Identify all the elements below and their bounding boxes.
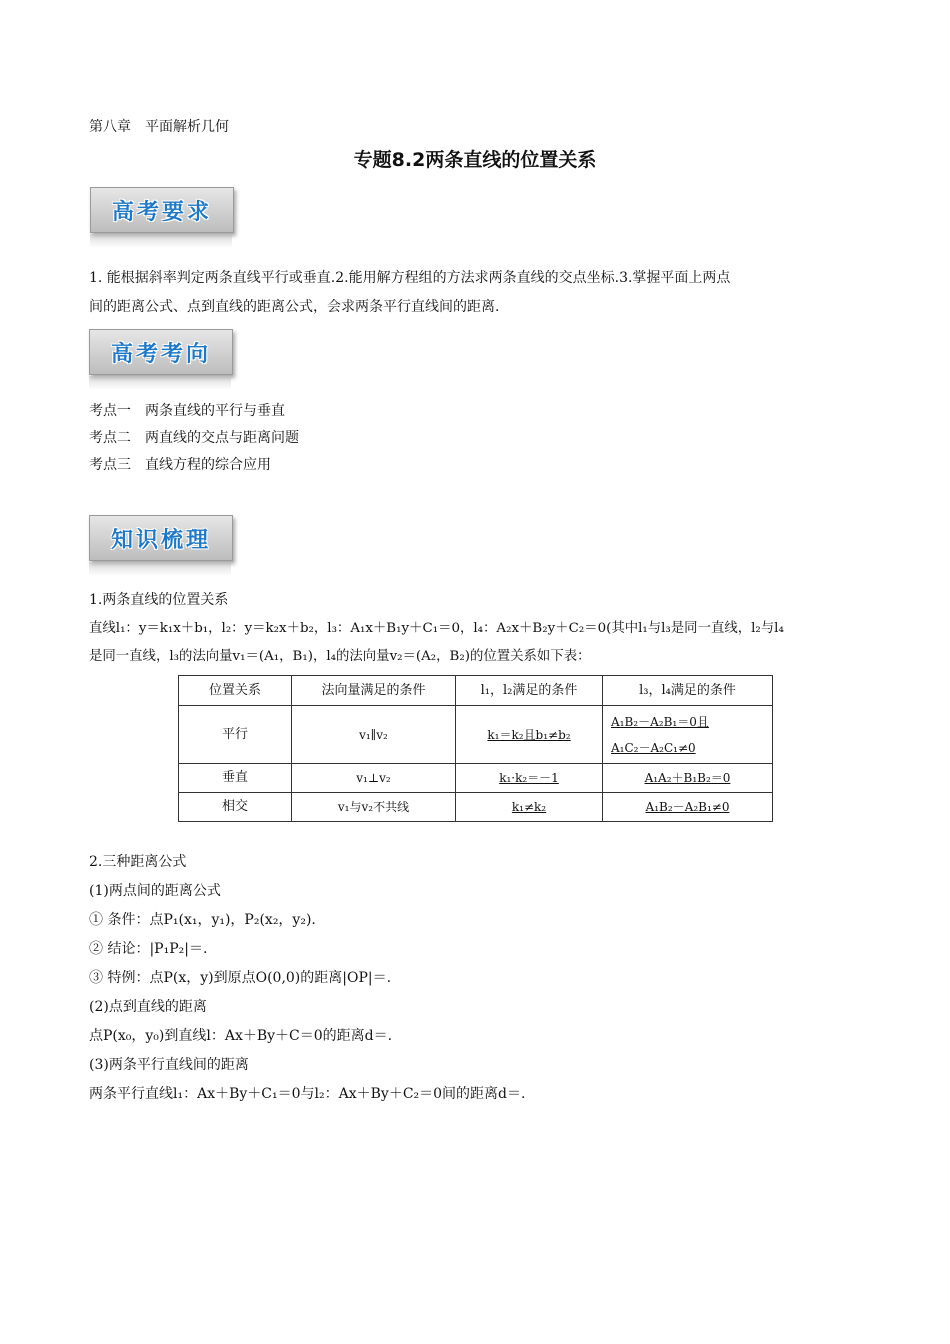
section2-item-1: ① 条件：点P₁(x₁，y₁)，P₂(x₂，y₂). [89,912,316,928]
exam-point-1: 考点一 两条直线的平行与垂直 [89,403,285,419]
relation-table [178,675,773,822]
requirements-badge-label: 高考要求 [111,198,212,225]
table-cell-relation: 相交 [179,793,292,822]
table-cell-general-line-2: A₁C₂－A₂C₁≠0 [611,740,696,755]
table-row [179,793,773,822]
directions-badge-label: 高考考向 [110,340,211,367]
page-title: 专题8.2两条直线的位置关系 [353,149,597,171]
section2-sub-3: (3)两条平行直线间的距离 [89,1057,249,1073]
directions-badge [89,329,233,375]
section2-item-3: ③ 特例：点P(x，y)到原点O(0,0)的距离|OP|＝. [89,970,392,986]
table-header-cell: l₃，l₄满足的条件 [603,676,773,706]
chapter-heading: 第八章 平面解析几何 [89,119,229,135]
exam-point-2: 考点二 两直线的交点与距离问题 [89,430,299,446]
table-header-row [179,676,773,706]
requirements-line-1: 1. 能根据斜率判定两条直线平行或垂直.2.能用解方程组的方法求两条直线的交点坐标.3.掌握平面上两点 [89,270,731,286]
section2-sub-2: (2)点到直线的距离 [89,999,207,1015]
table-cell-general [603,706,773,764]
requirements-line-2: 间的距离公式、点到直线的距离公式，会求两条平行直线间的距离. [89,299,500,315]
section1-para-line-2: 是同一直线，l₃的法向量v₁＝(A₁，B₁)，l₄的法向量v₂＝(A₂，B₂)的位置关系如下表： [89,649,591,664]
exam-point-3: 考点三 直线方程的综合应用 [89,457,271,473]
table-header-cell: 法向量满足的条件 [292,676,456,706]
table-header-cell: 位置关系 [179,676,292,706]
table-cell-general-line-1: A₁B₂－A₂B₁＝0且 [611,714,709,729]
badge-reflection [89,376,231,390]
table-cell-general: A₁A₂＋B₁B₂＝0 [603,764,773,793]
knowledge-badge-label: 知识梳理 [110,526,211,553]
table-cell-relation: 平行 [179,706,292,764]
table-row [179,764,773,793]
table-row [179,706,773,764]
knowledge-badge [89,515,233,561]
table-cell-normal: v₁⊥v₂ [292,764,456,793]
table-cell-general: A₁B₂－A₂B₁≠0 [603,793,773,822]
table-cell-normal: v₁与v₂不共线 [292,793,456,822]
badge-reflection [89,562,231,576]
section1-heading: 1.两条直线的位置关系 [89,592,229,608]
section2-heading: 2.三种距离公式 [89,854,187,870]
table-cell-slope: k₁≠k₂ [456,793,603,822]
section2-parallel-distance: 两条平行直线l₁：Ax＋By＋C₁＝0与l₂：Ax＋By＋C₂＝0间的距离d＝. [89,1086,526,1102]
table-cell-slope: k₁＝k₂且b₁≠b₂ [456,706,603,764]
badge-reflection [90,234,232,248]
section2-point-line-distance: 点P(x₀，y₀)到直线l：Ax＋By＋C＝0的距离d＝. [89,1028,393,1044]
table-header-cell: l₁，l₂满足的条件 [456,676,603,706]
table-cell-relation: 垂直 [179,764,292,793]
table-cell-slope: k₁·k₂＝－1 [456,764,603,793]
section2-item-2: ② 结论：|P₁P₂|＝. [89,941,208,957]
section2-sub-1: (1)两点间的距离公式 [89,883,221,899]
table-cell-normal: v₁∥v₂ [292,706,456,764]
requirements-badge [90,187,234,233]
section1-para-line-1: 直线l₁：y＝k₁x＋b₁，l₂：y＝k₂x＋b₂，l₃：A₁x＋B₁y＋C₁＝0，l₄：A₂x＋B₂y＋C₂＝0(其中l₁与l₃是同一直线，l₂与l₄ [89,621,784,636]
